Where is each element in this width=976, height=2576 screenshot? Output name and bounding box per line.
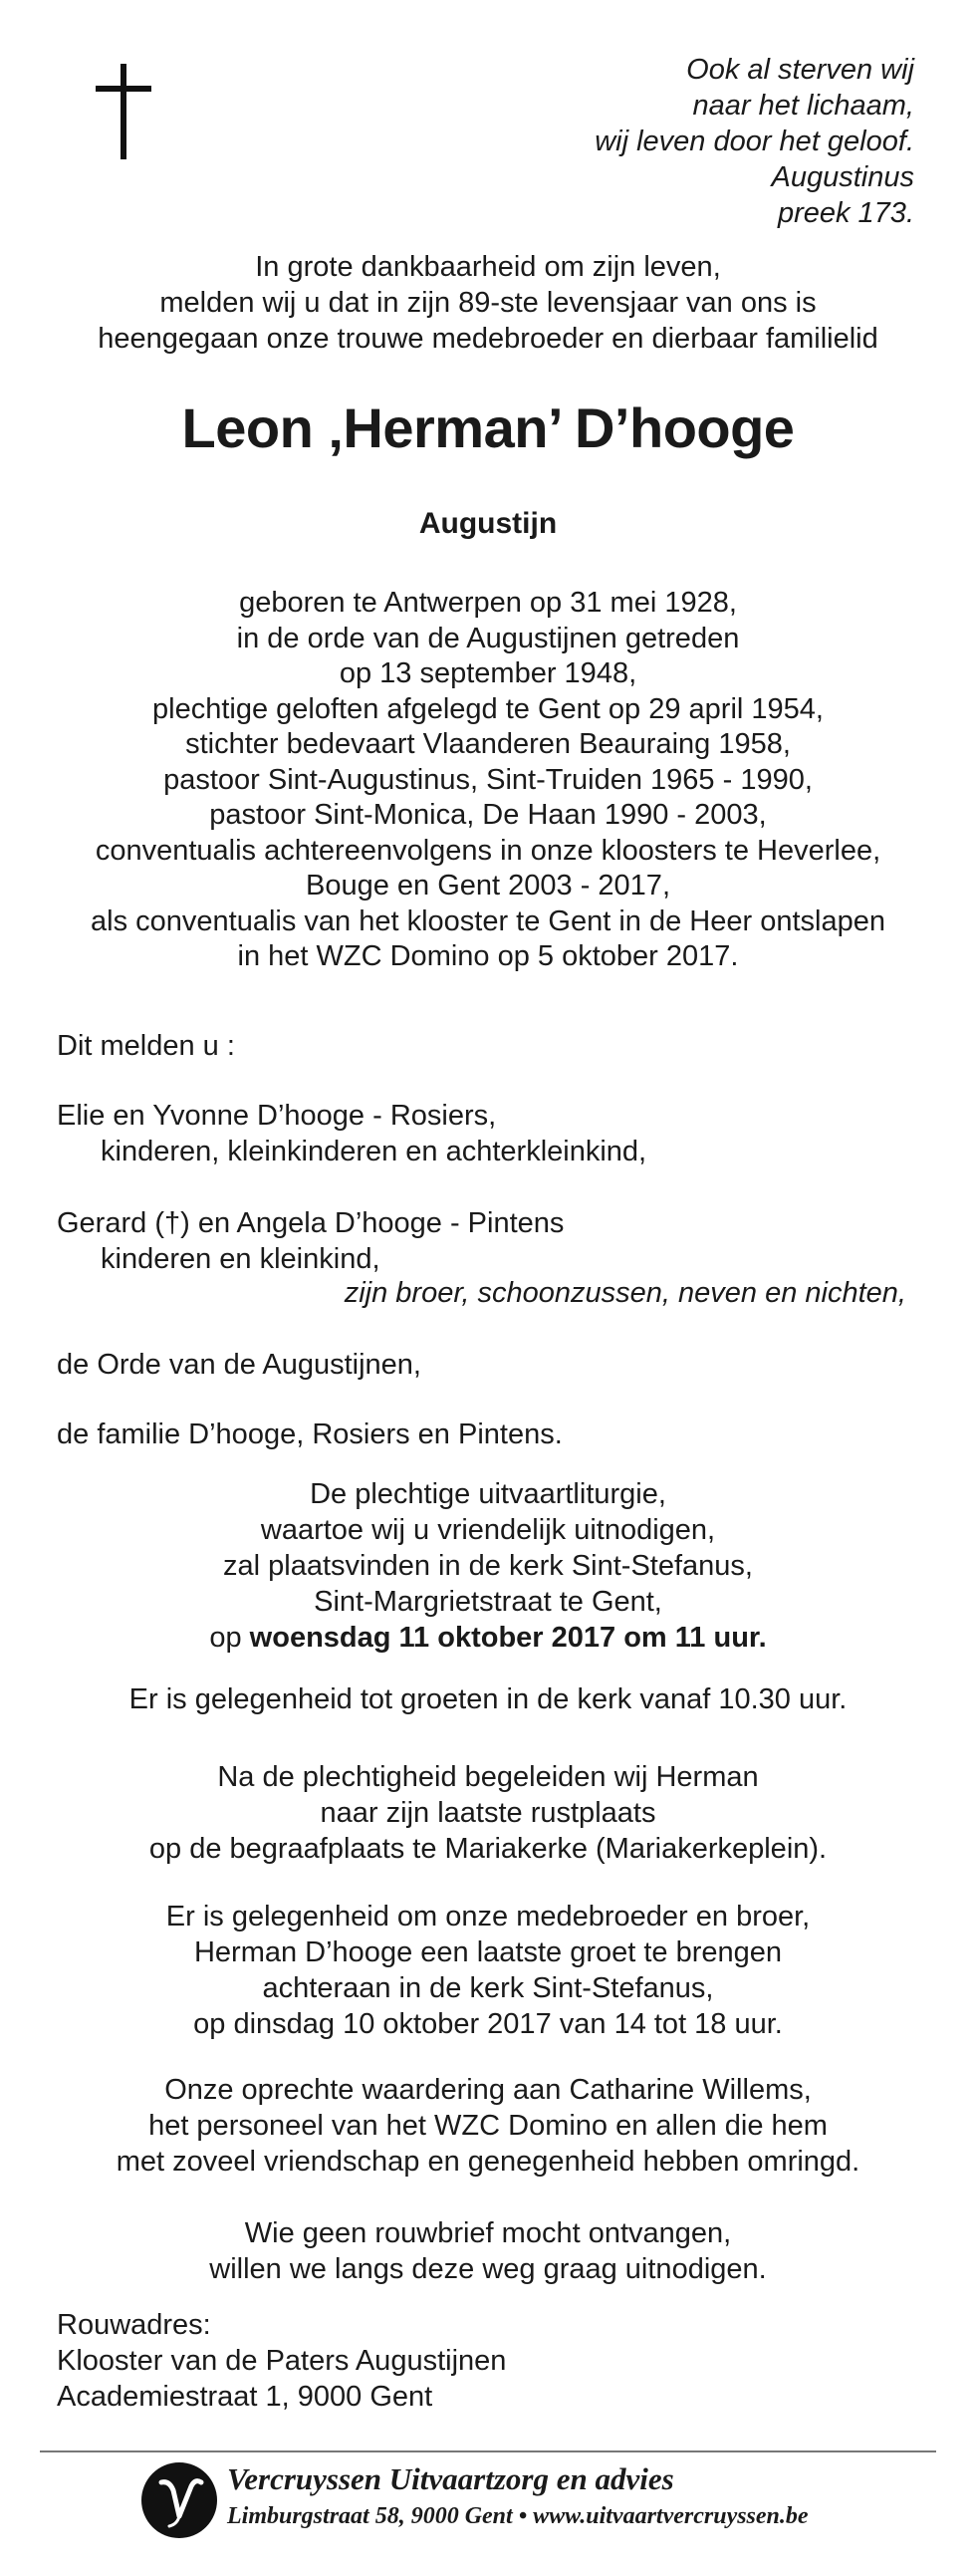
intro-line: In grote dankbaarheid om zijn leven,	[255, 251, 721, 283]
funeral-date-bold: woensdag 11 oktober 2017 om 11 uur.	[249, 1622, 767, 1654]
intro-text	[0, 249, 976, 357]
family-children: kinderen en kleinkind,	[101, 1243, 380, 1275]
funeral-line: De plechtige uitvaartliturgie,	[310, 1478, 666, 1510]
firm-name: Vercruyssen Uitvaartzorg en advies	[227, 2461, 674, 2496]
funeral-date-prefix: op	[209, 1622, 250, 1654]
invite-info	[0, 2215, 976, 2287]
relations-line: zijn broer, schoonzussen, neven en nichten,	[344, 1277, 906, 1309]
family-name: Gerard (†) en Angela D’hooge - Pintens	[57, 1207, 565, 1239]
footer-divider	[40, 2450, 936, 2452]
farewell-line: op dinsdag 10 oktober 2017 van 14 tot 18 uur.	[193, 2008, 783, 2040]
family-name: Elie en Yvonne D’hooge - Rosiers,	[57, 1100, 497, 1132]
burial-line: op de begraafplaats te Mariakerke (Mariakerkeplein).	[148, 1833, 828, 1865]
bio-line: stichter bedevaart Vlaanderen Beauraing 1958,	[185, 728, 791, 760]
bio-line: pastoor Sint-Augustinus, Sint-Truiden 1965 - 1990,	[163, 763, 813, 796]
farewell-line: Er is gelegenheid om onze medebroeder en broer,	[165, 1901, 811, 1932]
thanks-line: met zoveel vriendschap en genegenheid hebben omringd.	[116, 2146, 860, 2178]
thanks-line: Onze oprechte waardering aan Catharine Willems,	[164, 2074, 812, 2106]
farewell-info	[0, 1899, 976, 2042]
funeral-info	[0, 1476, 976, 1656]
bible-quote	[595, 52, 914, 231]
family-block-2	[57, 1205, 564, 1277]
intro-line: heengegaan onze trouwe medebroeder en dierbaar familielid	[98, 323, 878, 355]
farewell-line: achteraan in de kerk Sint-Stefanus,	[262, 1972, 714, 2004]
family-block-1	[57, 1098, 646, 1169]
greeting-info: Er is gelegenheid tot groeten in de kerk vanaf 10.30 uur.	[128, 1683, 848, 1715]
invite-line: Wie geen rouwbrief mocht ontvangen,	[244, 2217, 732, 2249]
farewell-line: Herman D’hooge een laatste groet te brengen	[193, 1936, 783, 1968]
thanks-info	[0, 2072, 976, 2180]
bio-line: conventualis achtereenvolgens in onze kloosters te Heverlee,	[95, 834, 881, 867]
bio-line: als conventualis van het klooster te Gent in de Heer ontslapen	[91, 904, 885, 937]
address-heading: Rouwadres:	[57, 2309, 211, 2341]
funeral-line: zal plaatsvinden in de kerk Sint-Stefanus,	[223, 1550, 753, 1582]
funeral-line: Sint-Margrietstraat te Gent,	[314, 1586, 662, 1618]
families-line: de familie D’hooge, Rosiers en Pintens.	[57, 1418, 563, 1450]
bio-line: in het WZC Domino op 5 oktober 2017.	[237, 940, 739, 972]
family-children: kinderen, kleinkinderen en achterkleinkind,	[101, 1136, 647, 1167]
funeral-line: waartoe wij u vriendelijk uitnodigen,	[260, 1514, 716, 1546]
invite-line: willen we langs deze weg graag uitnodigen.	[209, 2253, 767, 2285]
thanks-line: het personeel van het WZC Domino en allen die hem	[148, 2110, 828, 2142]
address-line: Academiestraat 1, 9000 Gent	[57, 2381, 433, 2413]
funeral-date	[0, 1620, 976, 1656]
quote-line: naar het lichaam,	[692, 90, 914, 122]
announcers-heading: Dit melden u :	[57, 1030, 235, 1062]
order-line: de Orde van de Augustijnen,	[57, 1349, 421, 1381]
bio-line: geboren te Antwerpen op 31 mei 1928,	[239, 587, 737, 619]
quote-line: Ook al sterven wij	[686, 54, 914, 86]
address-line: Klooster van de Paters Augustijnen	[57, 2345, 507, 2377]
bio-line: pastoor Sint-Monica, De Haan 1990 - 2003,	[209, 799, 767, 831]
burial-info	[0, 1759, 976, 1867]
quote-line: wij leven door het geloof.	[595, 126, 914, 157]
biography	[0, 586, 976, 975]
bio-line: in de orde van de Augustijnen getreden	[236, 622, 740, 654]
bio-line: op 13 september 1948,	[339, 657, 637, 689]
bio-line: Bouge en Gent 2003 - 2017,	[305, 870, 670, 902]
burial-line: Na de plechtigheid begeleiden wij Herman	[217, 1761, 759, 1793]
cross-icon	[96, 64, 151, 159]
v-monogram-logo-icon	[139, 2460, 219, 2540]
quote-reference: preek 173.	[777, 197, 914, 229]
deceased-name: Leon ‚Herman’ D’hooge	[181, 396, 795, 459]
religious-name: Augustijn	[418, 507, 558, 540]
burial-line: naar zijn laatste rustplaats	[320, 1797, 656, 1829]
bio-line: plechtige geloften afgelegd te Gent op 29 april 1954,	[152, 692, 824, 725]
mourning-address	[57, 2307, 506, 2415]
firm-address: Limburgstraat 58, 9000 Gent • www.uitvaartvercruyssen.be	[227, 2503, 809, 2529]
intro-line: melden wij u dat in zijn 89-ste levensjaar van ons is	[159, 287, 817, 319]
quote-source: Augustinus	[771, 161, 914, 193]
